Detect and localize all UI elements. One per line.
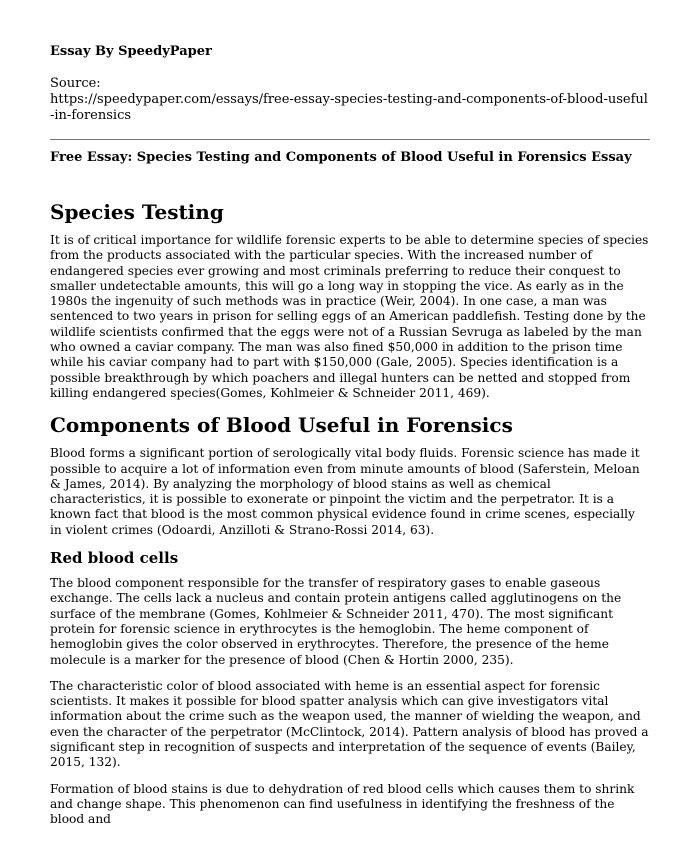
paragraph-red-blood-cells-3: Formation of blood stains is due to dehydration of red blood cells which causes them to shrink and change shape. This phenomenon can find usefulness in identifying the freshness of the blood and <box>50 781 635 827</box>
heading-components-of-blood: Components of Blood Useful in Forensics <box>50 413 513 438</box>
paragraph-red-blood-cells-1: The blood component responsible for the transfer of respiratory gases to enable gaseous exchange. The cells lack a nucleus and contain protein antigens called agglutinogens on the surface of the membrane (Gomes, Kohlmeier & Schneider 2011, 470). The most significant protein for forensic science in erythrocytes is the hemoglobin. The heme component of hemoglobin gives the color observed in erythrocytes. Therefore, the presence of the heme molecule is a marker for the presence of blood (Chen & Hortin 2000, 235). <box>50 576 622 667</box>
divider <box>50 139 650 140</box>
essay-body <box>50 199 650 839</box>
heading-species-testing: Species Testing <box>50 200 224 224</box>
paragraph-red-blood-cells-2: The characteristic color of blood associated with heme is an essential aspect for forensic scientists. It makes it possible for blood spatter analysis which can give investigators vital information about the crime such as the weapon used, the manner of wielding the weapon, and even the character of the perpetrator (McClintock, 2014). Pattern analysis of blood has proved a significant step in recognition of suspects and interpretation of the sequence of events (Bailey, 2015, 132). <box>50 678 649 770</box>
document-title: Free Essay: Species Testing and Components of Blood Useful in Forensics Essay <box>50 150 632 165</box>
source-url[interactable]: https://speedypaper.com/essays/free-essay-species-testing-and-components-of-blood-useful-in-forensics <box>50 92 648 123</box>
essay-by-label: Essay By SpeedyPaper <box>50 44 212 59</box>
paragraph-components-of-blood: Blood forms a significant portion of serologically vital body fluids. Forensic science has made it possible to acquire a lot of information even from minute amounts of blood (Saferstein, Meloan & James, 2014). By analyzing the morphology of blood stains as well as chemical characteristics, it is possible to exonerate or pinpoint the victim and the perpetrator. It is a known fact that blood is the most common physical evidence found in crime scenes, especially in violent crimes (Odoardi, Anzilloti & Strano-Rossi 2014, 63). <box>50 446 640 537</box>
source-block <box>50 76 650 124</box>
heading-red-blood-cells: Red blood cells <box>50 549 179 568</box>
source-label: Source: <box>50 76 101 91</box>
paragraph-species-testing: It is of critical importance for wildlife forensic experts to be able to determine species of species from the products associated with the particular species. With the increased number of endangered species ever growing and most criminals preferring to reduce their conquest to smaller undetectable amounts, this will go a long way in stopping the vice. As early as in the 1980s the ingenuity of such methods was in practice (Weir, 2004). In one case, a man was sentenced to two years in prison for selling eggs of an American paddlefish. Testing done by the wildlife scientists confirmed that the eggs were not of a Russian Sevruga as labeled by the man who owned a caviar company. The man was also fined $50,000 in addition to the prison time while his caviar company had to part with $150,000 (Gale, 2005). Species identification is a possible breakthrough by which poachers and illegal hunters can be netted and stopped from killing endangered species(Gomes, Kohlmeier & Schneider 2011, 469). <box>50 233 649 400</box>
